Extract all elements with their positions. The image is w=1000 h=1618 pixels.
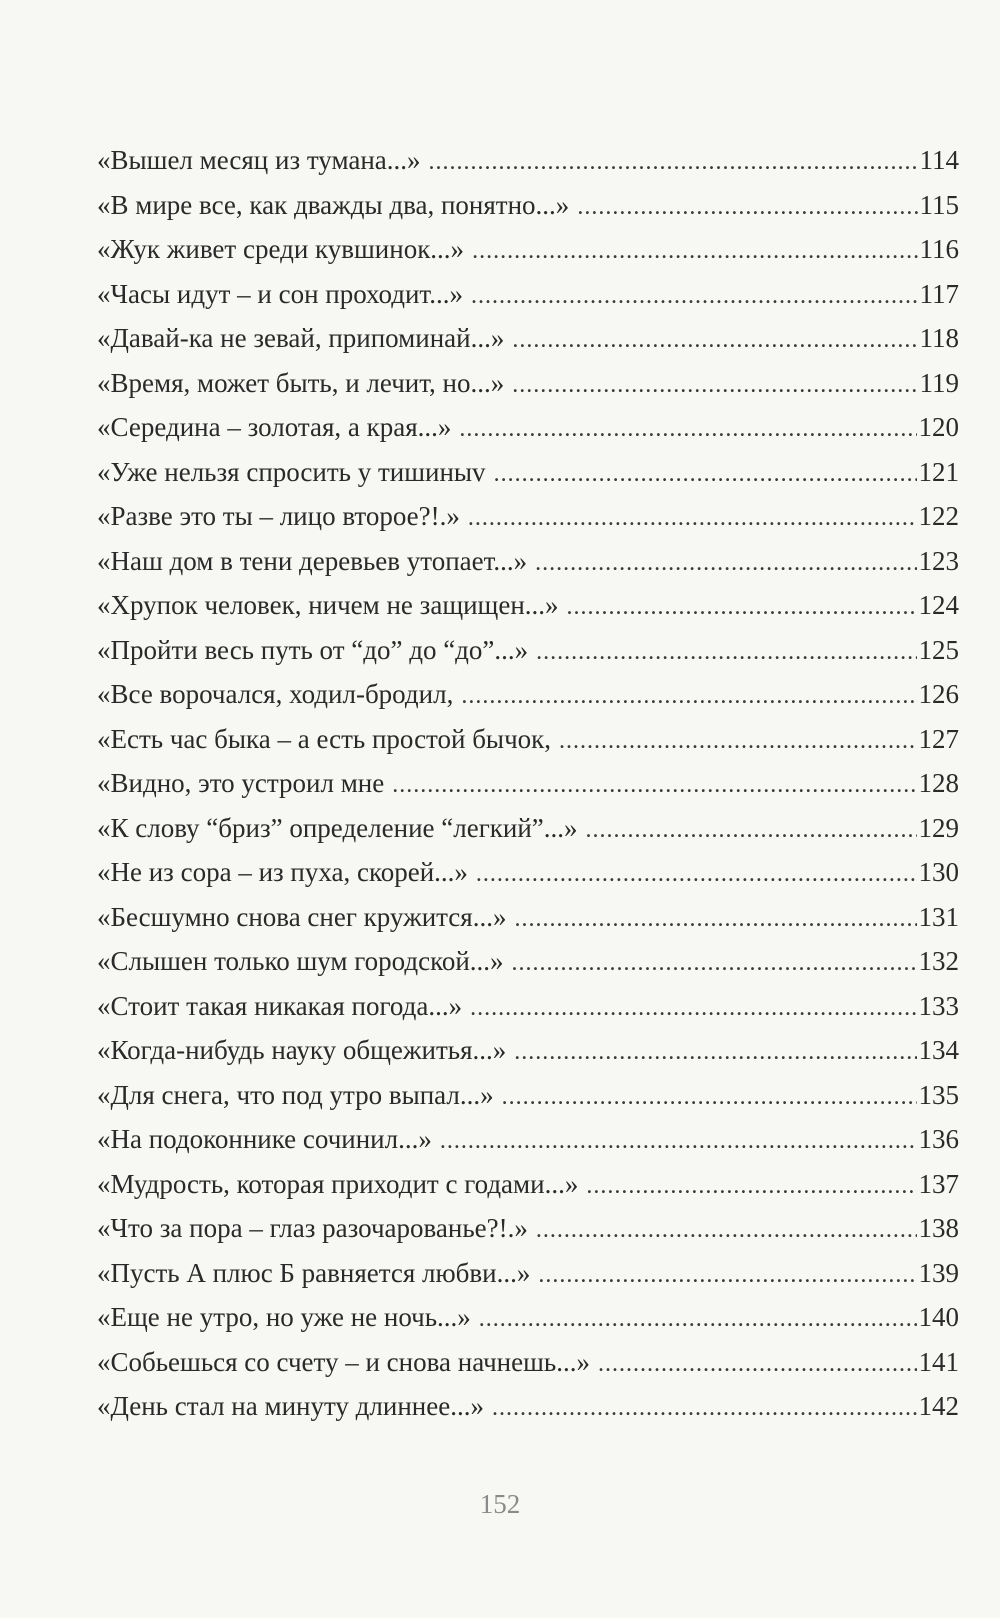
dot-leader [512,318,917,363]
toc-entry-title: «Уже нельзя спросить у тишиныv [97,456,486,487]
toc-entry-page: 136 [918,1124,959,1154]
toc-entry [97,806,959,851]
dot-leader [514,1030,916,1075]
toc-entry-title: «Мудрость, которая приходит с годами...» [97,1168,579,1199]
dot-leader [586,808,917,853]
dot-leader [472,229,917,274]
dot-leader [461,674,916,719]
toc-entry-title: «Когда-нибудь науку общежитья...» [97,1035,507,1065]
toc-entry-title: «Часы идут – и сон проходит...» [97,278,463,309]
toc-entry-page: 131 [918,901,959,932]
dot-leader [471,274,918,319]
toc-entry [97,1251,959,1296]
toc-entry [97,1162,959,1207]
toc-entry [97,227,959,272]
toc-entry-title: «Вышел месяц из тумана...» [97,145,421,175]
toc-entry-page: 142 [918,1391,959,1421]
toc-entry-title: «К слову “бриз” определение “легкий”...» [97,812,578,843]
toc-entry-page: 127 [918,723,959,754]
toc-entry-page: 135 [918,1079,959,1110]
toc-entry-page: 119 [919,367,959,398]
dot-leader [512,941,917,986]
dot-leader [392,763,916,808]
toc-entry [97,1117,959,1162]
toc-entry-title: «Наш дом в тени деревьев утопает...» [97,545,528,576]
toc-entry [97,672,959,717]
toc-entry-title: «Собьешься со счету – и снова начнешь...» [97,1346,590,1377]
dot-leader [476,852,917,897]
dot-leader [459,407,916,452]
toc-entry-page: 133 [918,990,959,1021]
toc-entry [97,272,959,317]
toc-entry-page: 129 [918,812,959,843]
toc-entry [97,583,959,628]
toc-entry [97,539,959,584]
toc-entry-title: «Жук живет среди кувшинок...» [97,234,465,264]
toc-entry-title: «Пусть А плюс Б равняется любви...» [97,1257,531,1288]
toc-entry-page: 118 [919,323,959,353]
dot-leader [559,719,916,764]
page-number: 152 [479,1489,521,1519]
dot-leader [598,1342,917,1387]
dot-leader [468,496,917,541]
toc-entry-title: «Бесшумно снова снег кружится...» [97,901,507,932]
toc-entry-page: 123 [918,545,959,576]
toc-entry-page: 140 [918,1302,959,1332]
dot-leader [586,1164,916,1209]
dot-leader [535,541,916,586]
toc-entry-title: «Стоит такая никакая погода...» [97,990,463,1021]
toc-entry [97,494,959,539]
dot-leader [512,363,917,408]
toc-entry-page: 137 [918,1168,959,1199]
toc-entry-title: «Середина – золотая, а края...» [97,412,452,442]
toc-entry-title: «Все ворочался, ходил-бродил, [97,679,454,709]
toc-entry-page: 125 [918,634,959,665]
dot-leader [494,452,917,497]
toc-entry-page: 122 [918,501,959,531]
toc-entry-title: «На подоконнике сочинил...» [97,1124,432,1154]
toc-entry [97,1073,959,1118]
toc-entry-title: «Для снега, что под утро выпал...» [97,1079,494,1110]
dot-leader [429,140,918,185]
dot-leader [577,185,917,230]
toc-entry [97,850,959,895]
toc-entry-title: «Давай-ка не зевай, припоминай...» [97,323,505,353]
dot-leader [567,585,917,630]
toc-entry-title: «Хрупок человек, ничем не защищен...» [97,590,559,620]
toc-entry [97,405,959,450]
toc-entry-title: «Не из сора – из пуха, скорей...» [97,857,468,887]
toc-entry-page: 124 [918,590,959,620]
toc-entry [97,1340,959,1385]
toc-entry-page: 120 [918,412,959,442]
dot-leader [470,986,916,1031]
toc-entry [97,450,959,495]
toc-entry-title: «Слышен только шум городской...» [97,946,504,976]
toc-entry [97,628,959,673]
dot-leader [536,1208,917,1253]
toc-entry-page: 115 [919,189,959,220]
toc-entry [97,138,959,183]
toc-entry-page: 117 [919,278,959,309]
toc-entry-title: «Разве это ты – лицо второе?!.» [97,501,460,531]
dot-leader [536,630,916,675]
toc-entry [97,895,959,940]
dot-leader [492,1386,917,1431]
toc-entry-page: 130 [918,857,959,887]
toc-entry-page: 138 [918,1213,959,1243]
table-of-contents [97,138,959,1429]
dot-leader [440,1119,917,1164]
toc-entry-page: 126 [918,679,959,709]
toc-entry-title: «Что за пора – глаз разочарованье?!.» [97,1213,528,1243]
toc-entry-title: «Видно, это устроил мне [97,768,385,798]
toc-entry-title: «Еще не утро, но уже не ночь...» [97,1302,471,1332]
dot-leader [479,1297,917,1342]
toc-entry [97,316,959,361]
toc-entry-page: 141 [918,1346,959,1377]
dot-leader [514,897,916,942]
toc-entry-title: «Время, может быть, и лечит, но...» [97,367,505,398]
toc-entry [97,183,959,228]
toc-entry-title: «В мире все, как дважды два, понятно...» [97,189,570,220]
toc-entry-page: 134 [918,1035,959,1065]
dot-leader [502,1075,917,1120]
toc-entry-page: 116 [919,234,959,264]
toc-entry [97,717,959,762]
toc-entry [97,939,959,984]
toc-entry-title: «День стал на минуту длиннее...» [97,1391,484,1421]
toc-entry-page: 114 [919,145,959,175]
toc-entry [97,761,959,806]
toc-entry [97,1028,959,1073]
toc-entry [97,361,959,406]
toc-entry-page: 139 [918,1257,959,1288]
toc-entry-page: 132 [918,946,959,976]
toc-entry [97,984,959,1029]
dot-leader [538,1253,916,1298]
toc-entry-title: «Есть час быка – а есть простой бычок, [97,723,552,754]
toc-entry [97,1295,959,1340]
toc-entry [97,1206,959,1251]
toc-entry [97,1384,959,1429]
toc-entry-title: «Пройти весь путь от “до” до “до”...» [97,634,529,665]
toc-entry-page: 121 [918,456,959,487]
toc-entry-page: 128 [918,768,959,798]
